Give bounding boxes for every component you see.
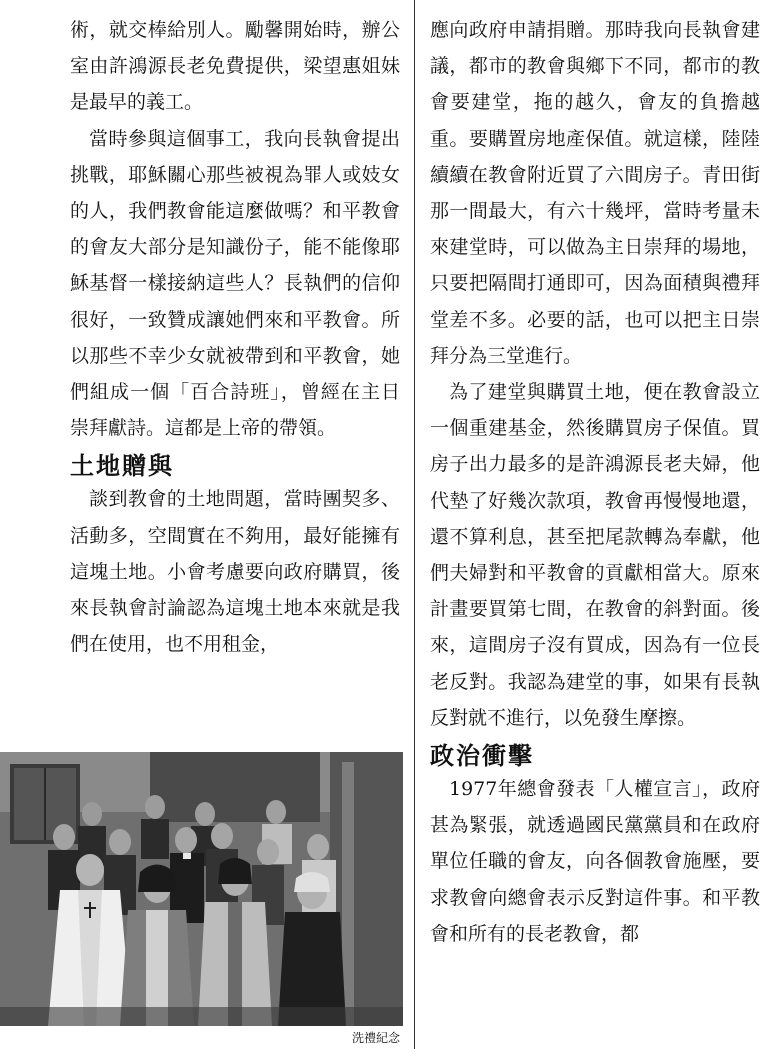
right-column [430,0,760,952]
left-paragraph-1: 術，就交棒給別人。勵馨開始時，辦公室由許鴻源長老免費提供，梁望惠姐妹是最早的義工。 [70,19,400,114]
left-paragraph-2: 當時參與這個事工，我向長執會提出挑戰，耶穌關心那些被視為罪人或妓女的人，我們教會能這麼做嗎？和平教會的會友大部分是知識份子，能不能像耶穌基督一樣接納這些人？長執們的信仰很好，一致贊成讓她們來和平教會。所以那些不幸少女就被帶到和平教會，她們組成一個「百合詩班」，曾經在主日崇拜獻詩。這都是上帝的帶領。 [70,127,400,440]
left-column [70,0,400,662]
right-paragraph-3: 1977年總會發表「人權宣言」，政府甚為緊張，就透過國民黨黨員和在政府單位任職的會友，向各個教會施壓，要求教會向總會表示反對這件事。和平教會和所有的長老教會，都 [430,778,760,945]
section-heading-political-impact: 政治衝擊 [430,742,534,771]
group-photo [0,752,403,1026]
right-paragraph-1: 應向政府申請捐贈。那時我向長執會建議，都市的教會與鄉下不同，都市的教會要建堂，拖的越久，會友的負擔越重。要購置房地產保值。就這樣，陸陸續續在教會附近買了六間房子。青田街那一間最大，有六十幾坪，當時考量未來建堂時，可以做為主日崇拜的場地，只要把隔間打通即可，因為面積與禮拜堂差不多。必要的話，也可以把主日崇拜分為三堂進行。 [430,19,760,367]
right-paragraph-2: 為了建堂與購買土地，便在教會設立一個重建基金，然後購買房子保值。買房子出力最多的是許鴻源長老夫婦，他代墊了好幾次款項，教會再慢慢地還，還不算利息，甚至把尾款轉為奉獻，他們夫婦對和平教會的貢獻相當大。原來計畫要買第七間，在教會的斜對面。後來，這間房子沒有買成，因為有一位長老反對。我認為建堂的事，如果有長執反對就不進行，以免發生摩擦。 [430,381,760,729]
section-heading-land-donation: 土地贈與 [70,452,174,481]
column-divider [414,0,415,1049]
left-paragraph-3: 談到教會的土地問題，當時團契多、活動多，空間實在不夠用，最好能擁有這塊土地。小會考慮要向政府購買，後來長執會討論認為這塊土地本來就是我們在使用，也不用租金， [70,488,400,656]
photo-caption: 洗禮紀念 [351,1031,400,1045]
